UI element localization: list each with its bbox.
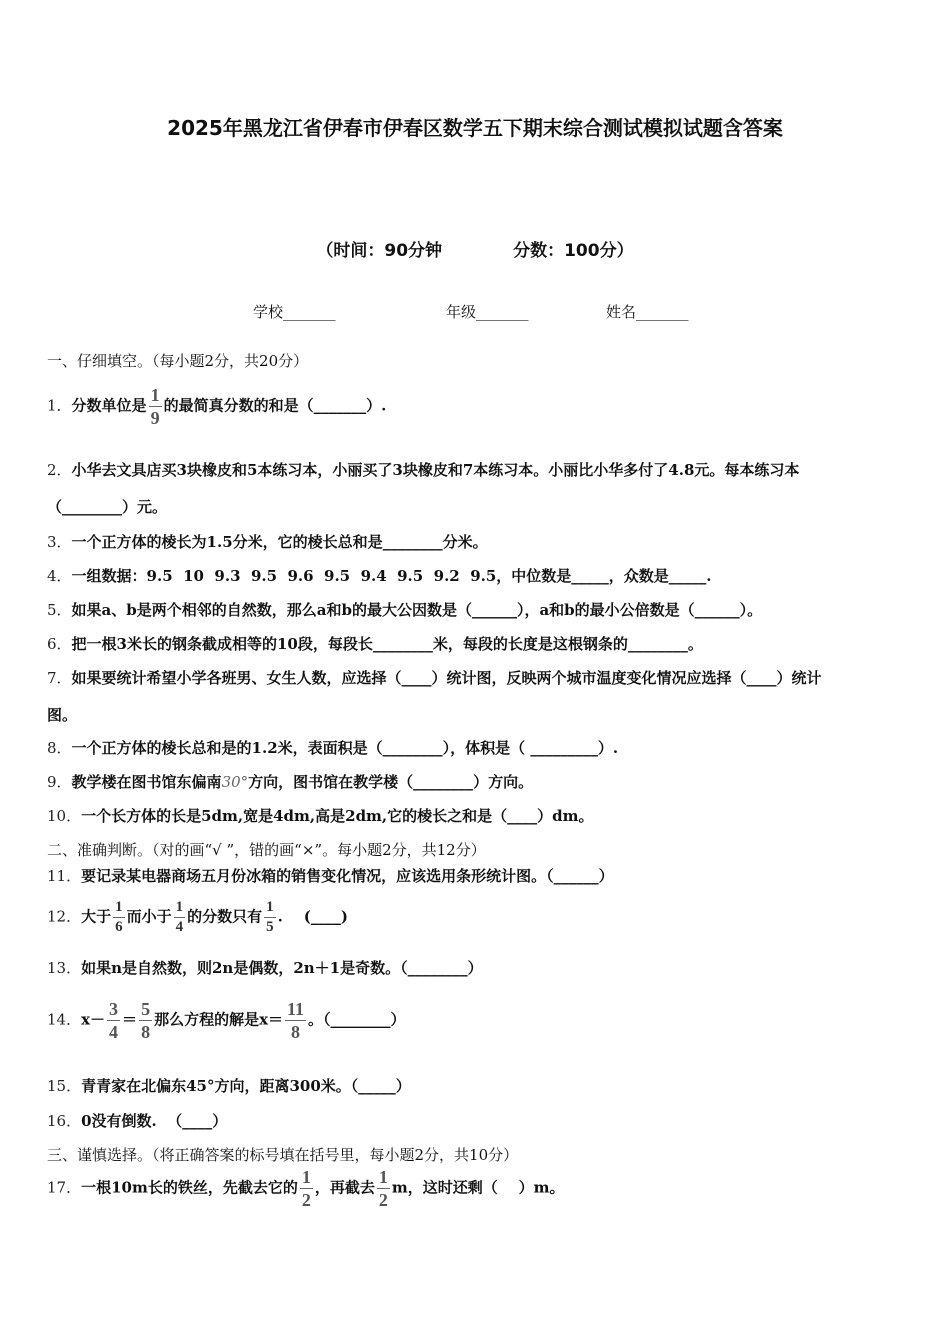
- grade-field: 年级_______: [446, 303, 529, 321]
- question-number: 11．: [47, 867, 82, 885]
- section-heading-2: 二、准确判断。（对的画“√ ”，错的画“×”。每小题2分，共12分）: [47, 841, 486, 859]
- denominator: 4: [175, 919, 184, 935]
- question-2-continued: （________）元。: [47, 498, 168, 516]
- question-number: 16．: [47, 1112, 82, 1130]
- fraction: [264, 900, 276, 935]
- fraction: [113, 900, 125, 935]
- question-text: 把一根3米长的钢条截成相等的10段，每段长________米，每段的长度是这根钢条的________。: [71, 635, 703, 653]
- question-text: 大于: [81, 907, 112, 926]
- question-16: [47, 1111, 227, 1131]
- denominator: 2: [378, 1190, 388, 1210]
- question-5: [47, 600, 762, 620]
- question-text: 方向，图书馆在教学楼（________）方向。: [248, 773, 534, 791]
- fraction: [377, 1168, 390, 1209]
- question-9: [47, 772, 533, 792]
- equals-sign: ＝: [122, 1010, 138, 1029]
- school-field: 学校_______: [253, 303, 336, 321]
- question-number: 8．: [47, 739, 72, 757]
- numerator: 3: [109, 999, 119, 1019]
- fraction: [174, 900, 186, 935]
- denominator: 8: [141, 1022, 151, 1042]
- question-number: 5．: [47, 601, 72, 619]
- denominator: 6: [115, 919, 123, 935]
- denominator: 5: [266, 919, 274, 935]
- question-7-continued: 图。: [47, 706, 78, 724]
- numerator: 1: [301, 1167, 311, 1187]
- denominator: 8: [291, 1022, 301, 1042]
- question-8: [47, 738, 618, 758]
- question-number: 9．: [47, 773, 72, 791]
- question-number: 6．: [47, 635, 72, 653]
- question-11: [47, 866, 614, 886]
- exam-time: （时间：90分钟: [316, 241, 443, 261]
- question-text: m，这时还剩（ ）m。: [391, 1178, 565, 1197]
- question-number: 2．: [47, 461, 72, 479]
- question-text: 一个长方体的长是5dm,宽是4dm,高是2dm,它的棱长之和是（____）dm。: [81, 807, 594, 825]
- question-text: 要记录某电器商场五月份冰箱的销售变化情况，应该选用条形统计图。（______）: [81, 867, 614, 885]
- fraction: [300, 1168, 313, 1209]
- numerator: 1: [174, 900, 186, 918]
- question-text: 。（________）: [308, 1010, 406, 1029]
- numerator: 1: [150, 385, 160, 405]
- section-heading-1: 一、仔细填空。（每小题2分，共20分）: [47, 352, 309, 370]
- question-text: 0没有倒数. （____）: [81, 1112, 228, 1130]
- question-text: 一个正方体的棱长总和是的1.2米，表面积是（________），体积是（ _________）.: [71, 739, 619, 757]
- page-title: 2025年黑龙江省伊春市伊春区数学五下期末综合测试模拟试题含答案: [167, 116, 783, 140]
- question-text: 一根10m长的铁丝，先截去它的: [81, 1178, 298, 1197]
- question-text: x－: [81, 1010, 106, 1029]
- question-number: 1．: [47, 396, 72, 415]
- question-text: 青青家在北偏东45°方向，距离300米。（_____）: [81, 1077, 411, 1095]
- question-number: 3．: [47, 533, 72, 551]
- question-number: 17．: [47, 1178, 82, 1197]
- section-heading-3: 三、谨慎选择。（将正确答案的标号填在括号里，每小题2分，共10分）: [47, 1146, 519, 1164]
- numerator: 1: [113, 900, 125, 918]
- question-7: [47, 668, 822, 688]
- name-field: 姓名_______: [606, 303, 689, 321]
- fraction: [139, 1000, 152, 1041]
- denominator: 9: [150, 408, 160, 428]
- question-text: 如果n是自然数，则2n是偶数，2n＋1是奇数。（________）: [81, 959, 483, 977]
- question-number: 13．: [47, 959, 82, 977]
- question-number: 15．: [47, 1077, 82, 1095]
- question-13: [47, 958, 483, 978]
- question-text: 教学楼在图书馆东偏南: [71, 773, 222, 791]
- question-14: [47, 1000, 406, 1041]
- numerator: 5: [141, 999, 151, 1019]
- question-10: [47, 806, 594, 826]
- question-text: 而小于: [126, 907, 172, 926]
- question-text: . (____): [277, 907, 348, 926]
- question-text: 一个正方体的棱长为1.5分米，它的棱长总和是________分米。: [71, 533, 488, 551]
- question-text: ，再截去: [314, 1178, 375, 1197]
- question-text: 的分数只有: [187, 907, 263, 926]
- question-number: 14．: [47, 1010, 82, 1029]
- question-text: 小华去文具店买3块橡皮和5本练习本，小丽买了3块橡皮和7本练习本。小丽比小华多付了4.8元。每本练习本: [71, 461, 800, 479]
- numerator: 1: [264, 900, 276, 918]
- denominator: 4: [109, 1022, 119, 1042]
- question-text: 分数单位是: [71, 396, 147, 415]
- question-2: [47, 460, 799, 480]
- question-number: 12．: [47, 907, 82, 926]
- angle-value: 30°: [221, 773, 249, 791]
- numerator: 11: [287, 999, 305, 1019]
- question-4: [47, 566, 712, 586]
- denominator: 2: [301, 1190, 311, 1210]
- question-12: [47, 900, 348, 935]
- question-number: 4．: [47, 567, 72, 585]
- exam-score: 分数：100分）: [513, 241, 634, 261]
- question-text: 一组数据：9.5 10 9.3 9.5 9.6 9.5 9.4 9.5 9.2 9.5，中位数是_____，众数是_____.: [71, 567, 712, 585]
- question-number: 7．: [47, 669, 72, 687]
- question-number: 10．: [47, 807, 82, 825]
- question-3: [47, 532, 488, 552]
- exam-time-score: [0, 236, 950, 261]
- question-1: [47, 386, 386, 427]
- fraction: [149, 386, 162, 427]
- question-text: 的最简真分数的和是（_______）.: [163, 396, 387, 415]
- fraction: [107, 1000, 120, 1041]
- question-6: [47, 634, 703, 654]
- question-text: 如果a、b是两个相邻的自然数，那么a和b的最大公因数是（______），a和b的最小公倍数是（______）。: [71, 601, 763, 619]
- question-17: [47, 1168, 565, 1209]
- fraction: [285, 1000, 306, 1041]
- numerator: 1: [378, 1167, 388, 1187]
- question-text: 那么方程的解是x＝: [154, 1010, 284, 1029]
- question-15: [47, 1076, 411, 1096]
- question-text: 如果要统计希望小学各班男、女生人数，应选择（____）统计图，反映两个城市温度变化情况应选择（____）统计: [71, 669, 822, 687]
